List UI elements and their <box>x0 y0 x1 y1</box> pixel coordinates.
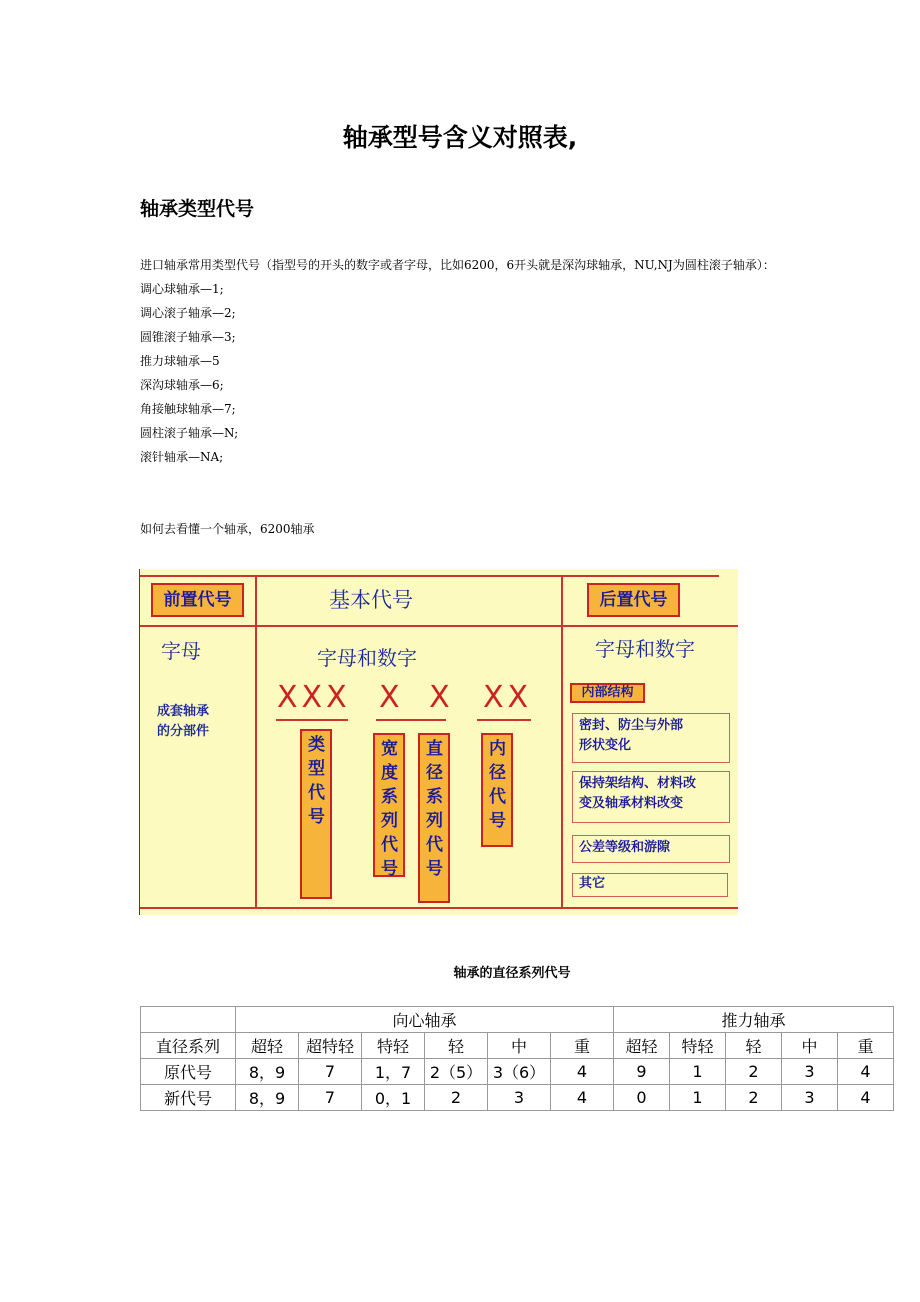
other-box: 其它 <box>572 873 728 897</box>
paragraph-line: 进口轴承常用类型代号（指型号的开头的数字或者字母，比如6200，6开头就是深沟球轴承，NU,NJ为圆柱滚子轴承）： <box>140 258 775 272</box>
seal-dust-box <box>572 713 730 763</box>
paragraph-line: 滚针轴承—NA; <box>140 450 224 464</box>
basic-code-label: 基本代号 <box>329 588 413 612</box>
table-cell: 2 <box>726 1085 782 1111</box>
divider-right <box>561 575 563 909</box>
component-note <box>157 702 209 742</box>
paragraph-line: 角接触球轴承—7; <box>140 402 236 416</box>
paragraph-line: 调心滚子轴承—2; <box>140 306 236 320</box>
divider-top <box>139 575 719 577</box>
table-header-cell: 特轻 <box>362 1033 425 1059</box>
table-cell: 3 <box>782 1085 838 1111</box>
table-cell <box>141 1007 236 1033</box>
table-header-cell: 中 <box>488 1033 551 1059</box>
table-header-cell: 轻 <box>425 1033 488 1059</box>
x-marks-bore: XX <box>483 680 533 715</box>
table-cell: 0，1 <box>362 1085 425 1111</box>
seal-line: 形状变化 <box>579 738 632 753</box>
cage-material-box <box>572 771 730 823</box>
paragraph-line: 圆锥滚子轴承—3; <box>140 330 236 344</box>
table-header-cell: 超轻 <box>614 1033 670 1059</box>
x-marks-type: XXX <box>277 680 351 715</box>
diagram-edge <box>139 569 140 915</box>
table-group-header: 推力轴承 <box>614 1007 894 1033</box>
seal-line: 密封、防尘与外部 <box>579 718 684 733</box>
tolerance-box: 公差等级和游隙 <box>572 835 730 863</box>
internal-structure-label: 内部结构 <box>570 683 645 703</box>
table-cell: 7 <box>299 1059 362 1085</box>
paragraph-line: 深沟球轴承—6; <box>140 378 224 392</box>
section-heading: 轴承类型代号 <box>140 198 255 220</box>
table-header-cell: 直径系列 <box>141 1033 236 1059</box>
table-cell: 3 <box>782 1059 838 1085</box>
prefix-code-label: 前置代号 <box>151 583 244 617</box>
table-cell: 1 <box>670 1059 726 1085</box>
x-marks-series: X X <box>379 680 460 715</box>
table-header-cell: 超轻 <box>236 1033 299 1059</box>
table-cell: 4 <box>838 1059 894 1085</box>
table-header-cell: 中 <box>782 1033 838 1059</box>
divider-header <box>139 625 738 627</box>
table-caption: 轴承的直径系列代号 <box>453 966 571 981</box>
diameter-series-table <box>140 1006 894 1111</box>
diameter-series-box: 直径系列代号 <box>418 733 450 903</box>
table-row <box>141 1085 894 1111</box>
table-cell: 3（6） <box>488 1059 551 1085</box>
cage-line: 保持架结构、材料改 <box>579 776 697 791</box>
table-header-cell: 重 <box>551 1033 614 1059</box>
table-cell: 2（5） <box>425 1059 488 1085</box>
table-header-cell: 超特轻 <box>299 1033 362 1059</box>
table-header-cell: 轻 <box>726 1033 782 1059</box>
divider-bottom <box>139 907 738 909</box>
width-series-box: 宽度系列代号 <box>373 733 405 877</box>
table-cell: 0 <box>614 1085 670 1111</box>
paragraph-line: 圆柱滚子轴承—N; <box>140 426 239 440</box>
table-header-cell: 重 <box>838 1033 894 1059</box>
divider-left <box>255 575 257 909</box>
bore-code-box: 内径代号 <box>481 733 513 847</box>
table-group-header: 向心轴承 <box>236 1007 614 1033</box>
underline-type <box>276 719 348 721</box>
table-cell: 9 <box>614 1059 670 1085</box>
bearing-type-list <box>140 253 780 469</box>
table-cell: 8，9 <box>236 1085 299 1111</box>
component-note-line: 成套轴承 <box>157 704 210 719</box>
table-cell: 4 <box>838 1085 894 1111</box>
table-cell: 4 <box>551 1059 614 1085</box>
table-header-row <box>141 1033 894 1059</box>
letters-label: 字母 <box>161 639 201 663</box>
paragraph-line: 推力球轴承—5 <box>140 354 220 368</box>
bearing-code-diagram <box>139 569 738 915</box>
intro-text: 如何去看懂一个轴承，6200轴承 <box>140 522 315 536</box>
underline-series <box>376 719 446 721</box>
letters-numbers-label: 字母和数字 <box>317 646 417 670</box>
paragraph-line: 调心球轴承—1; <box>140 282 224 296</box>
table-cell: 1 <box>670 1085 726 1111</box>
table-header-cell: 特轻 <box>670 1033 726 1059</box>
cage-line: 变及轴承材料改变 <box>579 796 684 811</box>
table-cell: 4 <box>551 1085 614 1111</box>
table-group-row <box>141 1007 894 1033</box>
type-code-box: 类型代号 <box>300 729 332 899</box>
letters-numbers-right-label: 字母和数字 <box>595 637 695 661</box>
table-row <box>141 1059 894 1085</box>
table-cell: 8，9 <box>236 1059 299 1085</box>
table-cell: 7 <box>299 1085 362 1111</box>
suffix-code-label: 后置代号 <box>587 583 680 617</box>
underline-bore <box>477 719 531 721</box>
table-cell: 1，7 <box>362 1059 425 1085</box>
page-title: 轴承型号含义对照表, <box>342 123 578 152</box>
component-note-line: 的分部件 <box>157 724 210 739</box>
table-cell: 原代号 <box>141 1059 236 1085</box>
table-cell: 2 <box>726 1059 782 1085</box>
table-cell: 3 <box>488 1085 551 1111</box>
table-cell: 新代号 <box>141 1085 236 1111</box>
table-cell: 2 <box>425 1085 488 1111</box>
